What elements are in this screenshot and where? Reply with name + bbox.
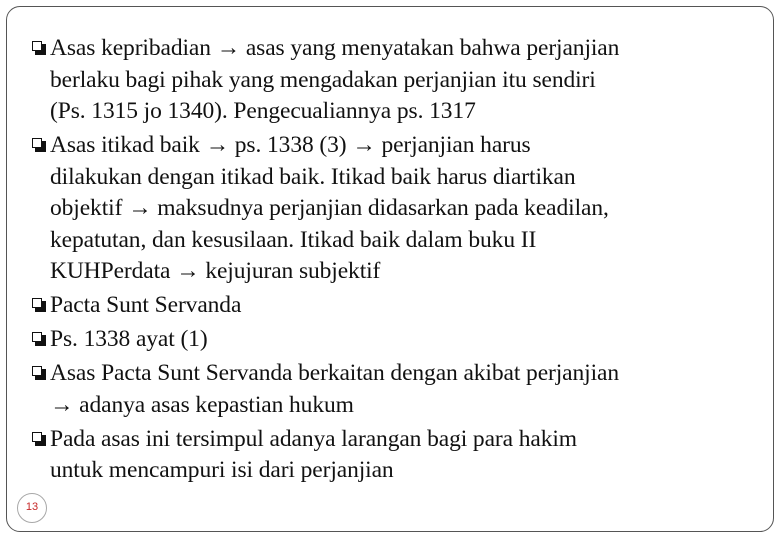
bullet-line: Asas Pacta Sunt Servanda berkaitan dengan akibat perjanjian: [50, 360, 620, 386]
bullet-line: Asas itikad baik → ps. 1338 (3) → perjanjian harus: [50, 132, 531, 158]
square-bullet-icon: [32, 138, 47, 153]
bullet-line: Pada asas ini tersimpul adanya larangan bagi para hakim: [50, 425, 577, 452]
square-bullet-icon: [32, 432, 47, 447]
bullet-line: dilakukan dengan itikad baik. Itikad baik harus diartikan: [50, 163, 576, 190]
bullet-list: [32, 33, 772, 489]
bullet-item: [32, 424, 772, 487]
bullet-text: [50, 130, 772, 288]
bullet-text: [50, 33, 772, 128]
bullet-line: berlaku bagi pihak yang mengadakan perjanjian itu sendiri: [50, 66, 596, 93]
page-number-badge: 13: [17, 493, 47, 523]
square-bullet-icon: [32, 41, 47, 56]
bullet-item: [32, 130, 772, 288]
square-bullet-icon: [32, 366, 47, 381]
bullet-item: [32, 358, 772, 421]
bullet-line: kepatutan, dan kesusilaan. Itikad baik dalam buku II: [50, 226, 537, 253]
bullet-text: [50, 358, 772, 421]
bullet-item: [32, 324, 772, 356]
bullet-line: → adanya asas kepastian hukum: [50, 391, 354, 418]
bullet-text: [50, 424, 772, 487]
bullet-text: [50, 324, 772, 356]
bullet-line: Ps. 1338 ayat (1): [50, 326, 208, 352]
square-bullet-icon: [32, 298, 47, 313]
bullet-item: [32, 290, 772, 322]
bullet-line: KUHPerdata → kejujuran subjektif: [50, 258, 381, 284]
bullet-item: [32, 33, 772, 128]
bullet-line: Pacta Sunt Servanda: [50, 292, 242, 318]
bullet-line: Asas kepribadian → asas yang menyatakan bahwa perjanjian: [50, 35, 620, 61]
bullet-text: [50, 290, 772, 322]
square-bullet-icon: [32, 332, 47, 347]
bullet-line: (Ps. 1315 jo 1340). Pengecualiannya ps. 1317: [50, 98, 476, 124]
bullet-line: untuk mencampuri isi dari perjanjian: [50, 457, 394, 483]
bullet-line: objektif → maksudnya perjanjian didasarkan pada keadilan,: [50, 195, 609, 221]
